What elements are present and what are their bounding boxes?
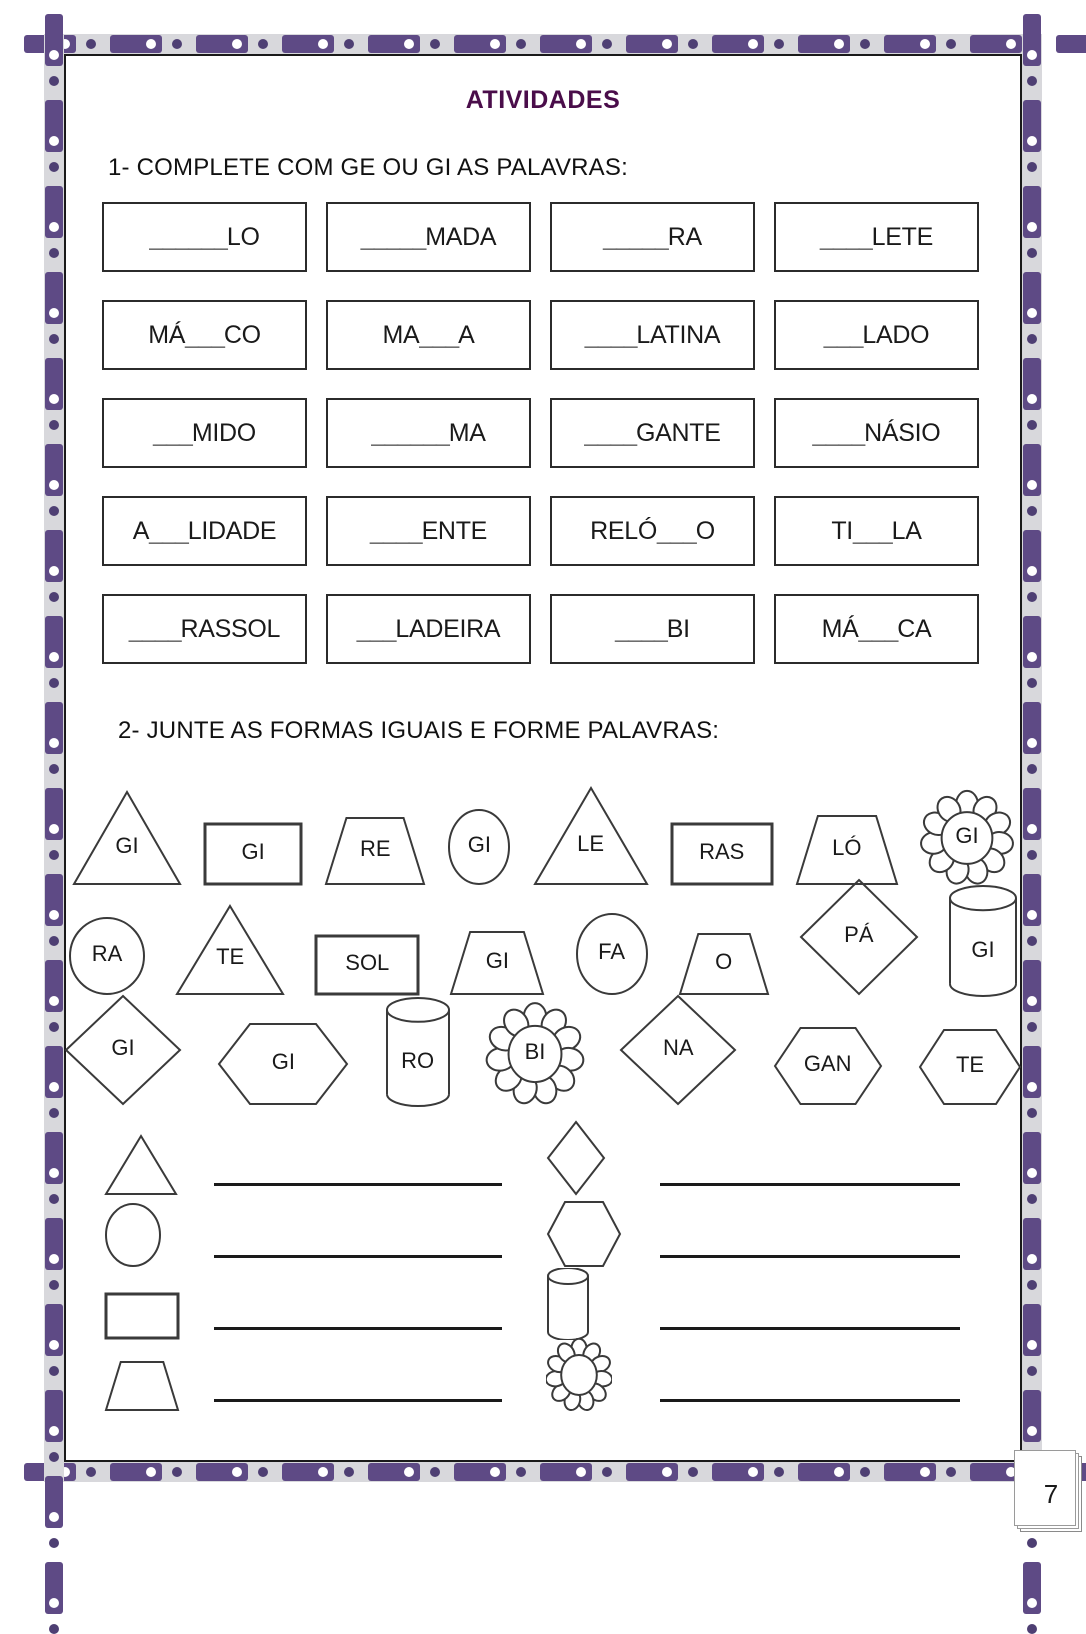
word-suffix: CA — [897, 614, 932, 643]
answer-write-line[interactable] — [660, 1255, 960, 1258]
border-bar — [45, 272, 63, 324]
border-dot — [1027, 1624, 1037, 1634]
word-box[interactable] — [774, 398, 979, 468]
border-dot — [1027, 162, 1037, 172]
decorative-border-top — [44, 34, 1042, 54]
shape-token-label: GI — [241, 839, 265, 864]
word-blank[interactable]: ____ — [584, 320, 637, 349]
word-blank[interactable]: ___ — [657, 516, 696, 545]
border-bar — [798, 35, 850, 53]
border-dot — [49, 592, 59, 602]
border-bar — [454, 1463, 506, 1481]
answer-write-line[interactable] — [660, 1399, 960, 1402]
border-motif-top — [44, 34, 1042, 54]
shape-token-label: PÁ — [844, 922, 874, 947]
shape-token-diamond[interactable] — [64, 994, 182, 1106]
answer-key-shape-cylinder — [546, 1268, 590, 1340]
border-bar — [1023, 702, 1041, 754]
border-bar — [540, 35, 592, 53]
word-blank[interactable]: ___ — [852, 516, 892, 545]
shape-token-cylinder[interactable] — [948, 886, 1018, 996]
border-dot — [688, 39, 698, 49]
border-dot — [430, 39, 440, 49]
border-bar — [45, 444, 63, 496]
border-bar — [540, 1463, 592, 1481]
word-box[interactable] — [102, 300, 307, 370]
border-dot — [430, 1467, 440, 1477]
shape-token-flower[interactable] — [486, 1002, 584, 1106]
border-dot — [49, 1280, 59, 1290]
word-box[interactable] — [550, 594, 755, 664]
border-dot — [49, 1624, 59, 1634]
word-blank[interactable]: _____ — [603, 222, 668, 251]
border-dot — [172, 39, 182, 49]
decorative-border-right — [1022, 34, 1042, 1482]
word-box[interactable] — [102, 398, 307, 468]
answer-key-shape-diamond — [546, 1120, 606, 1196]
border-bar — [1023, 100, 1041, 152]
shape-token-ellipse[interactable] — [447, 808, 511, 886]
border-bar — [45, 1476, 63, 1528]
shape-token-triangle[interactable] — [72, 790, 182, 886]
border-dot — [516, 39, 526, 49]
border-bar — [1023, 1046, 1041, 1098]
word-box-text — [831, 517, 921, 546]
shape-token-label: RO — [401, 1047, 435, 1073]
answer-write-line[interactable] — [214, 1399, 502, 1402]
word-box-text — [585, 321, 721, 350]
border-bar — [1023, 874, 1041, 926]
answer-key-shape-ellipse — [104, 1202, 162, 1268]
word-suffix: RASSOL — [180, 614, 281, 643]
answer-key-shape-trapezoid — [104, 1360, 180, 1412]
shape-token-label: LÓ — [832, 835, 862, 860]
shape-token-label: TE — [955, 1052, 985, 1077]
shape-token-ellipse[interactable] — [575, 912, 649, 996]
word-box[interactable] — [550, 496, 755, 566]
shape-token-label: BI — [524, 1039, 546, 1064]
border-dot — [258, 39, 268, 49]
answer-write-line[interactable] — [214, 1327, 502, 1330]
border-bar — [45, 616, 63, 668]
border-dot — [49, 1366, 59, 1376]
border-dot — [1027, 1194, 1037, 1204]
border-bar — [970, 35, 1022, 53]
border-dot — [1027, 76, 1037, 86]
word-blank[interactable]: ____ — [369, 516, 422, 545]
border-bar — [1023, 960, 1041, 1012]
border-dot — [1027, 678, 1037, 688]
word-box-text — [822, 615, 932, 644]
word-box-text — [129, 615, 280, 644]
border-bar — [1023, 1218, 1041, 1270]
shape-token-label: SOL — [345, 950, 390, 975]
word-suffix: MA — [448, 418, 486, 447]
answer-key-shape-flower — [546, 1338, 612, 1412]
word-suffix: BI — [666, 614, 690, 643]
border-bar — [1023, 272, 1041, 324]
word-blank[interactable]: ___ — [858, 614, 898, 643]
border-bar — [45, 186, 63, 238]
border-bar — [45, 1218, 63, 1270]
border-dot — [344, 1467, 354, 1477]
shape-token-label: FA — [598, 939, 626, 964]
word-box-text — [824, 321, 930, 350]
word-blank[interactable]: ___ — [153, 418, 192, 447]
shape-token-flower[interactable] — [920, 790, 1014, 886]
answer-row — [546, 1130, 960, 1202]
shape-token-label: NA — [663, 1035, 694, 1060]
border-bar — [712, 35, 764, 53]
border-dot — [49, 162, 59, 172]
word-box-text — [357, 615, 501, 644]
word-box-text — [383, 321, 475, 350]
word-box[interactable] — [774, 496, 979, 566]
answer-write-line[interactable] — [214, 1255, 502, 1258]
word-blank[interactable]: ______ — [371, 418, 449, 447]
border-bar — [45, 702, 63, 754]
word-box[interactable] — [550, 300, 755, 370]
word-box[interactable] — [774, 594, 979, 664]
border-dot — [602, 1467, 612, 1477]
border-bar — [282, 1463, 334, 1481]
shape-token-label: GI — [955, 823, 979, 848]
border-dot — [49, 850, 59, 860]
answer-row — [104, 1202, 502, 1274]
border-dot — [688, 1467, 698, 1477]
word-blank[interactable]: ___ — [356, 614, 396, 643]
word-box-text — [148, 321, 261, 350]
border-bar — [1023, 616, 1041, 668]
border-dot — [1027, 248, 1037, 258]
border-dot — [258, 1467, 268, 1477]
shape-token-hexagon[interactable] — [217, 1022, 349, 1106]
answer-write-line[interactable] — [660, 1327, 960, 1330]
border-bar — [454, 35, 506, 53]
shape-bank-row — [64, 766, 1022, 886]
shape-token-label: RAS — [699, 839, 745, 864]
word-suffix: LATINA — [636, 320, 721, 349]
word-suffix: LADEIRA — [395, 614, 501, 643]
shape-token-triangle[interactable] — [175, 904, 285, 996]
word-box[interactable] — [774, 300, 979, 370]
border-bar — [1023, 1390, 1041, 1442]
worksheet-content — [64, 54, 1022, 1462]
shape-token-cylinder[interactable] — [385, 998, 451, 1106]
border-dot — [1027, 334, 1037, 344]
border-bar — [45, 1132, 63, 1184]
border-dot — [1027, 764, 1037, 774]
word-box-text — [153, 419, 256, 448]
word-suffix: ENTE — [421, 516, 488, 545]
word-box[interactable] — [326, 300, 531, 370]
word-suffix: LIDADE — [187, 516, 277, 545]
word-blank[interactable]: ___ — [149, 516, 188, 545]
border-dot — [1027, 592, 1037, 602]
border-bar — [1023, 14, 1041, 66]
word-blank[interactable]: ___ — [823, 320, 863, 349]
word-box[interactable] — [102, 202, 307, 272]
border-bar — [45, 1390, 63, 1442]
border-dot — [49, 334, 59, 344]
border-bar — [45, 1046, 63, 1098]
border-dot — [1027, 936, 1037, 946]
word-box[interactable] — [326, 496, 531, 566]
exercise-2-instruction: 2- JUNTE AS FORMAS IGUAIS E FORME PALAVRAS: — [118, 717, 720, 744]
shape-token-diamond[interactable] — [799, 878, 919, 996]
word-suffix: RA — [667, 222, 702, 251]
shape-token-diamond[interactable] — [619, 994, 737, 1106]
word-suffix: GANTE — [636, 418, 721, 447]
word-blank[interactable]: _____ — [360, 222, 426, 251]
border-bar — [1023, 444, 1041, 496]
border-bar — [110, 1463, 162, 1481]
border-bar — [45, 1304, 63, 1356]
shape-token-label: LE — [577, 831, 605, 856]
border-dot — [86, 1467, 96, 1477]
shape-token-triangle[interactable] — [533, 786, 649, 886]
border-dot — [602, 39, 612, 49]
word-suffix: MIDO — [191, 418, 256, 447]
word-box[interactable] — [326, 202, 531, 272]
exercise-1-instruction: 1- COMPLETE COM GE OU GI AS PALAVRAS: — [108, 154, 628, 181]
word-suffix: A — [458, 320, 475, 349]
word-box-text — [813, 419, 941, 448]
answer-write-line[interactable] — [660, 1183, 960, 1186]
page-title: ATIVIDADES — [465, 86, 621, 114]
word-box-grid — [102, 202, 992, 664]
border-bar — [196, 1463, 248, 1481]
word-box[interactable] — [550, 398, 755, 468]
border-bar — [1023, 530, 1041, 582]
answer-key-shape-triangle — [104, 1134, 178, 1196]
word-blank[interactable]: ____ — [584, 418, 636, 447]
border-bar — [110, 35, 162, 53]
word-blank[interactable]: ______ — [149, 222, 227, 251]
answer-row — [546, 1346, 960, 1418]
word-box-text — [615, 615, 690, 644]
word-box-text — [603, 223, 702, 252]
border-dot — [49, 248, 59, 258]
border-bar — [368, 1463, 420, 1481]
word-prefix: A — [132, 516, 150, 545]
border-bar — [45, 960, 63, 1012]
answer-row — [546, 1202, 960, 1274]
border-bar — [1056, 35, 1086, 53]
word-box[interactable] — [326, 398, 531, 468]
border-dot — [860, 1467, 870, 1477]
word-box[interactable] — [326, 594, 531, 664]
border-bar — [798, 1463, 850, 1481]
shape-token-label: TE — [216, 944, 245, 970]
border-dot — [946, 1467, 956, 1477]
shape-token-hexagon[interactable] — [918, 1028, 1022, 1106]
shape-token-label: GI — [467, 832, 492, 857]
shape-token-label: GI — [115, 832, 139, 858]
decorative-border-bottom — [44, 1462, 1042, 1482]
border-bar — [368, 35, 420, 53]
border-bar — [626, 35, 678, 53]
border-bar — [45, 358, 63, 410]
word-prefix: TI — [831, 516, 853, 545]
word-prefix: RELÓ — [590, 516, 657, 545]
border-bar — [45, 874, 63, 926]
border-dot — [49, 1108, 59, 1118]
border-dot — [1027, 1108, 1037, 1118]
border-bar — [45, 530, 63, 582]
answer-row — [104, 1130, 502, 1202]
word-blank[interactable]: ___ — [419, 320, 459, 349]
shape-token-label: GI — [485, 948, 510, 973]
word-box-text — [361, 223, 497, 252]
shape-bank-row — [64, 876, 1022, 996]
word-box-text — [584, 419, 720, 448]
border-dot — [1027, 1538, 1037, 1548]
border-bar — [282, 35, 334, 53]
page-number: 7 — [1043, 1478, 1059, 1509]
word-blank[interactable]: ____ — [820, 222, 872, 251]
border-bar — [1023, 788, 1041, 840]
border-dot — [1027, 1280, 1037, 1290]
border-dot — [172, 1467, 182, 1477]
word-suffix: LA — [891, 516, 922, 545]
word-suffix: O — [695, 516, 715, 545]
word-suffix: CO — [223, 320, 261, 349]
answer-key-shape-rectangle — [104, 1292, 180, 1340]
border-dot — [86, 39, 96, 49]
border-bar — [1023, 1562, 1041, 1614]
border-dot — [49, 420, 59, 430]
border-dot — [49, 1452, 59, 1462]
border-bar — [1023, 1304, 1041, 1356]
border-bar — [1023, 1132, 1041, 1184]
border-bar — [45, 14, 63, 66]
border-dot — [49, 1194, 59, 1204]
border-dot — [1027, 1022, 1037, 1032]
border-bar — [712, 1463, 764, 1481]
border-dot — [49, 1022, 59, 1032]
border-bar — [45, 1562, 63, 1614]
word-box-text — [133, 517, 277, 546]
shape-token-label: O — [715, 949, 733, 974]
shape-token-label: GAN — [803, 1051, 852, 1076]
word-prefix: MA — [382, 320, 420, 349]
border-dot — [49, 506, 59, 516]
word-blank[interactable]: ____ — [128, 614, 181, 643]
border-bar — [884, 1463, 936, 1481]
border-bar — [45, 100, 63, 152]
border-bar — [196, 35, 248, 53]
shape-token-label: GI — [971, 937, 995, 962]
word-suffix: MADA — [425, 222, 497, 251]
word-box-text — [370, 517, 487, 546]
answer-key-shape-hexagon — [546, 1200, 622, 1268]
border-bar — [1023, 186, 1041, 238]
word-box-text — [820, 223, 933, 252]
border-dot — [49, 76, 59, 86]
border-dot — [1027, 420, 1037, 430]
word-box[interactable] — [102, 496, 307, 566]
border-dot — [946, 39, 956, 49]
page-corner — [1010, 1446, 1082, 1532]
border-bar — [1023, 358, 1041, 410]
shape-token-label: RA — [91, 941, 123, 966]
shape-token-label: GI — [111, 1035, 135, 1060]
answer-row — [104, 1274, 502, 1346]
border-dot — [49, 1538, 59, 1548]
border-dot — [1027, 1366, 1037, 1376]
word-prefix: MÁ — [148, 320, 186, 349]
answer-lines-block — [64, 1110, 1022, 1410]
word-box-text — [371, 419, 485, 448]
answer-row — [104, 1346, 502, 1418]
word-blank[interactable]: ____ — [812, 418, 865, 447]
border-dot — [516, 1467, 526, 1477]
border-dot — [860, 39, 870, 49]
word-box-text — [149, 223, 259, 252]
shape-token-ellipse[interactable] — [68, 916, 146, 996]
decorative-border-left — [44, 34, 64, 1482]
border-dot — [344, 39, 354, 49]
shape-token-label: RE — [360, 836, 391, 861]
word-suffix: LADO — [862, 320, 930, 349]
answer-row — [546, 1274, 960, 1346]
border-dot — [774, 39, 784, 49]
border-dot — [49, 936, 59, 946]
border-bar — [884, 35, 936, 53]
shape-bank-row — [64, 986, 1022, 1106]
word-box[interactable] — [550, 202, 755, 272]
shape-token-hexagon[interactable] — [773, 1026, 883, 1106]
border-bar — [626, 1463, 678, 1481]
word-box[interactable] — [102, 594, 307, 664]
word-suffix: LO — [226, 222, 260, 251]
border-dot — [1027, 850, 1037, 860]
word-box-text — [590, 517, 715, 546]
word-blank[interactable]: ____ — [615, 614, 667, 643]
word-blank[interactable]: ___ — [185, 320, 224, 349]
word-box[interactable] — [774, 202, 979, 272]
word-suffix: LETE — [871, 222, 933, 251]
word-prefix: MÁ — [821, 614, 859, 643]
word-suffix: NÁSIO — [864, 418, 941, 447]
answer-write-line[interactable] — [214, 1183, 502, 1186]
border-dot — [774, 1467, 784, 1477]
border-dot — [1027, 506, 1037, 516]
border-bar — [45, 788, 63, 840]
shape-token-label: GI — [271, 1049, 295, 1074]
border-dot — [49, 764, 59, 774]
border-motif-bottom — [44, 1462, 1042, 1482]
border-dot — [49, 678, 59, 688]
